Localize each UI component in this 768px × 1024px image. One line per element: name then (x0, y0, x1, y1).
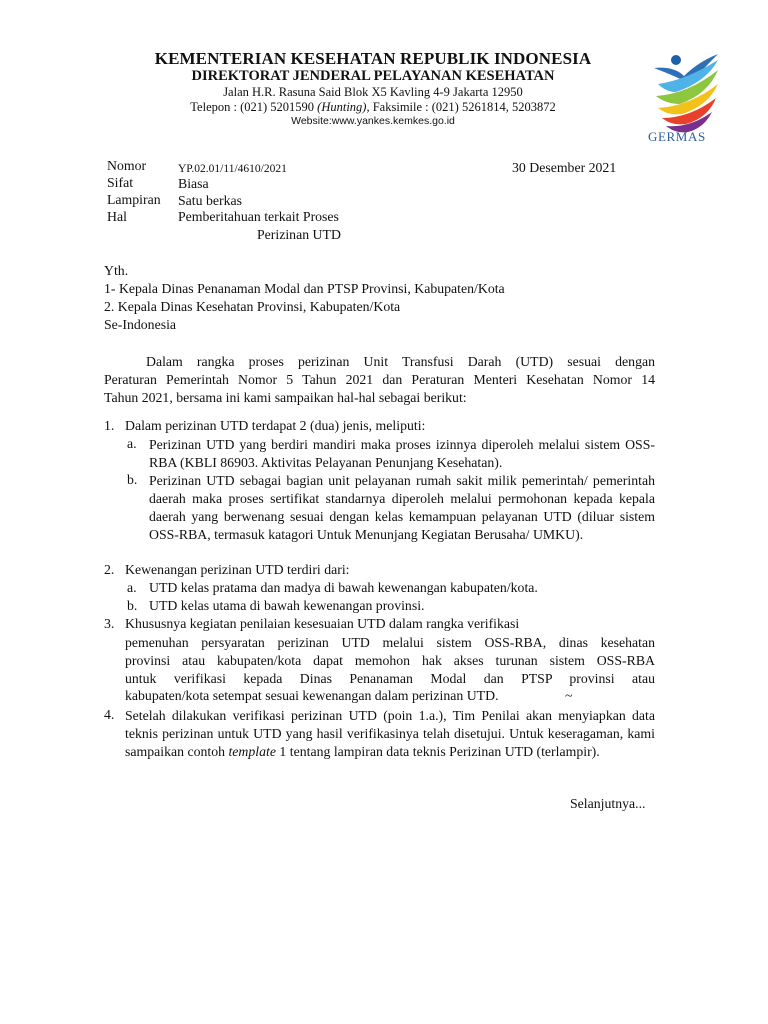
point-1a-letter: a. (127, 436, 137, 451)
point-4-text-b: 1 tentang lampiran data teknis Perizinan UTD (terlampir). (275, 744, 600, 759)
nomor-label: Nomor (107, 158, 147, 173)
germas-logo-text: GERMAS (648, 129, 706, 144)
intro-line-2: Peraturan Pemerintah Nomor 5 Tahun 2021 dan Peraturan Menteri Kesehatan Nomor 14 (104, 372, 655, 387)
sifat-value: Biasa (178, 176, 209, 191)
letter-date: 30 Desember 2021 (512, 160, 617, 175)
recipient-line-1: 1- Kepala Dinas Penanaman Modal dan PTSP Provinsi, Kabupaten/Kota (104, 281, 505, 296)
point-3-line-4: untuk verifikasi kepada Dinas Penanaman Modal dan PTSP provinsi atau (125, 671, 655, 686)
phone-fax: , Faksimile : (021) 5261814, 5203872 (366, 100, 556, 114)
phone-line (0, 100, 746, 115)
point-3-line-1: Khususnya kegiatan penilaian kesesuaian UTD dalam rangka verifikasi (125, 616, 520, 631)
point-2b-text: UTD kelas utama di bawah kewenangan provinsi. (149, 598, 425, 613)
directorate-title: DIREKTORAT JENDERAL PELAYANAN KESEHATAN (191, 68, 555, 84)
lampiran-value: Satu berkas (178, 193, 242, 208)
point-1a-text: Perizinan UTD yang berdiri mandiri maka proses izinnya diperoleh melalui sistem OSS-RBA (KBLI 86903. Aktivitas Pelayanan Penunjang Kesehatan). (149, 437, 655, 470)
point-1-number: 1. (104, 418, 115, 433)
point-2-text: Kewenangan perizinan UTD terdiri dari: (125, 562, 350, 577)
point-3-line-3: provinsi atau kabupaten/kota dapat memohon hak akses turunan sistem OSS-RBA (125, 653, 655, 668)
nomor-value: YP.02.01/11/4610/2021 (178, 163, 287, 175)
intro-line-3: Tahun 2021, bersama ini kami sampaikan hal-hal sebagai berikut: (104, 390, 467, 405)
point-3-line-5: kabupaten/kota setempat sesuai kewenangan dalam perizinan UTD. (125, 688, 499, 703)
phone-hunting: (Hunting) (317, 100, 367, 114)
point-1-text: Dalam perizinan UTD terdapat 2 (dua) jenis, meliputi: (125, 418, 426, 433)
recipient-line-3: Se-Indonesia (104, 317, 177, 332)
point-3-line-2: pemenuhan persyaratan perizinan UTD melalui sistem OSS-RBA, dinas kesehatan (125, 635, 655, 650)
ministry-title: KEMENTERIAN KESEHATAN REPUBLIK INDONESIA (154, 49, 592, 68)
point-4-number: 4. (104, 707, 115, 722)
point-4-text (125, 707, 655, 761)
point-2a-letter: a. (127, 580, 137, 595)
recipient-salutation: Yth. (104, 263, 129, 278)
continued-label: Selanjutnya... (570, 796, 646, 811)
point-4-template: template (228, 744, 276, 759)
point-2-number: 2. (104, 562, 115, 577)
point-4-text-a: Setelah dilakukan verifikasi perizinan UTD (poin 1.a.), Tim Penilai akan menyiapkan data teknis perizinan untuk UTD yang hasil verifikasinya telah disetujui. Untuk keseragaman, kami sampaikan contoh (125, 708, 655, 759)
point-2b-letter: b. (127, 598, 138, 613)
phone-prefix: Telepon : (021) 5201590 (190, 100, 318, 114)
point-3-number: 3. (104, 616, 115, 631)
lampiran-label: Lampiran (107, 192, 161, 207)
hal-value-line2: Perizinan UTD (257, 227, 341, 242)
recipient-line-2: 2. Kepala Dinas Kesehatan Provinsi, Kabupaten/Kota (104, 299, 401, 314)
hal-label: Hal (107, 209, 127, 224)
office-address: Jalan H.R. Rasuna Said Blok X5 Kavling 4-9 Jakarta 12950 (223, 85, 523, 99)
hal-value-line1: Pemberitahuan terkait Proses (178, 209, 339, 224)
point-1b-text: Perizinan UTD sebagai bagian unit pelayanan rumah sakit milik pemerintah/ pemerintah daerah maka proses sertifikat standarnya diperoleh melalui permohonan kepada kepala daerah yang berwenang sesuai dengan kelas kemampuan pelayanan UTD (diluar sistem OSS-RBA, termasuk katagori Untuk Menunjang Kegiatan Berusaha/ UMKU). (149, 473, 655, 542)
point-2a-text: UTD kelas pratama dan madya di bawah kewenangan kabupaten/kota. (149, 580, 538, 595)
point-1b-letter: b. (127, 472, 138, 487)
website-link: Website:www.yankes.kemkes.go.id (291, 115, 455, 127)
intro-line-1: Dalam rangka proses perizinan Unit Transfusi Darah (UTD) sesuai dengan (146, 354, 655, 369)
sifat-label: Sifat (107, 175, 134, 190)
point-3-mark: ~ (565, 688, 573, 703)
